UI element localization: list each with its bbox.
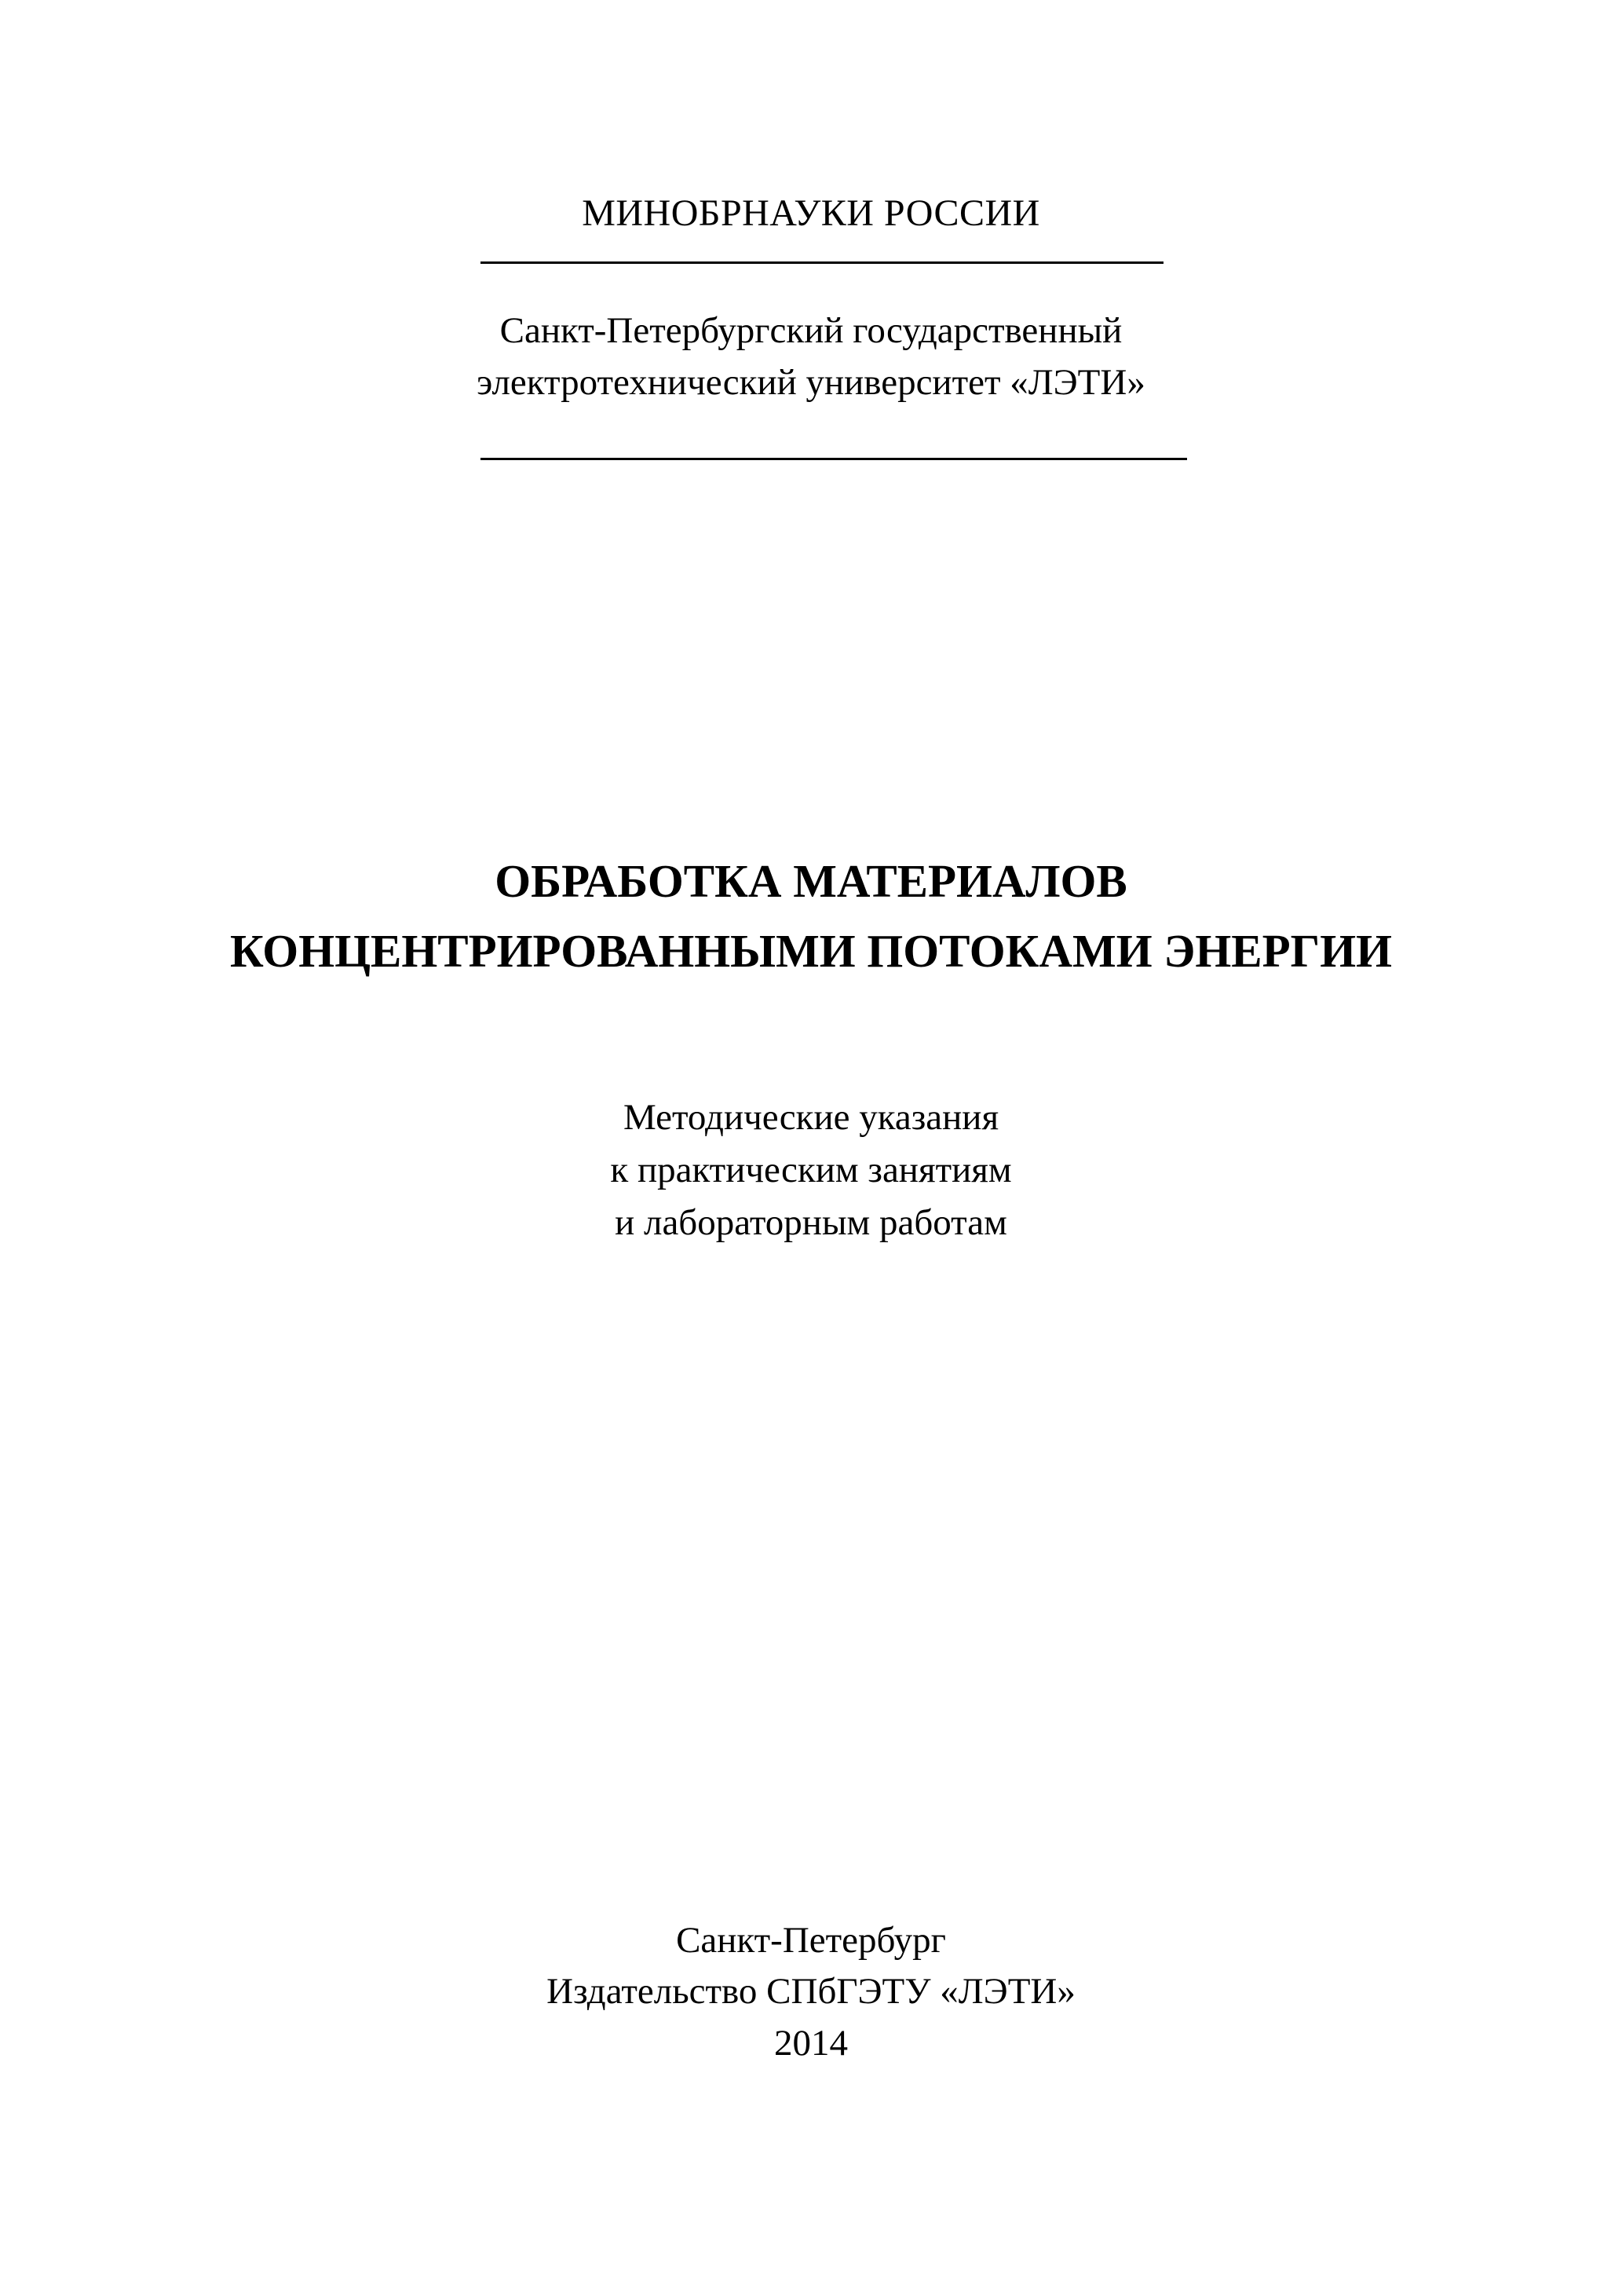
book-title-line-2: КОНЦЕНТРИРОВАННЫМИ ПОТОКАМИ ЭНЕРГИИ <box>230 925 1392 977</box>
imprint-publisher: Издательство СПбГЭТУ «ЛЭТИ» <box>546 1971 1076 2012</box>
university-name-line-1: Санкт-Петербургский государственный <box>499 310 1123 351</box>
header-divider-top <box>480 261 1164 264</box>
header-divider-bottom <box>480 458 1187 460</box>
subtitle-line-2: к практическим занятиям <box>610 1150 1012 1190</box>
subtitle-line-1: Методические указания <box>623 1097 999 1138</box>
subtitle-line-3: и лабораторным работам <box>615 1202 1007 1243</box>
imprint-city: Санкт-Петербург <box>676 1920 946 1961</box>
university-name-line-2: электротехнический университет «ЛЭТИ» <box>477 362 1145 403</box>
book-title-line-1: ОБРАБОТКА МАТЕРИАЛОВ <box>495 855 1127 907</box>
imprint-year: 2014 <box>774 2023 848 2064</box>
ministry-name: МИНОБРНАУКИ РОССИИ <box>582 192 1040 234</box>
